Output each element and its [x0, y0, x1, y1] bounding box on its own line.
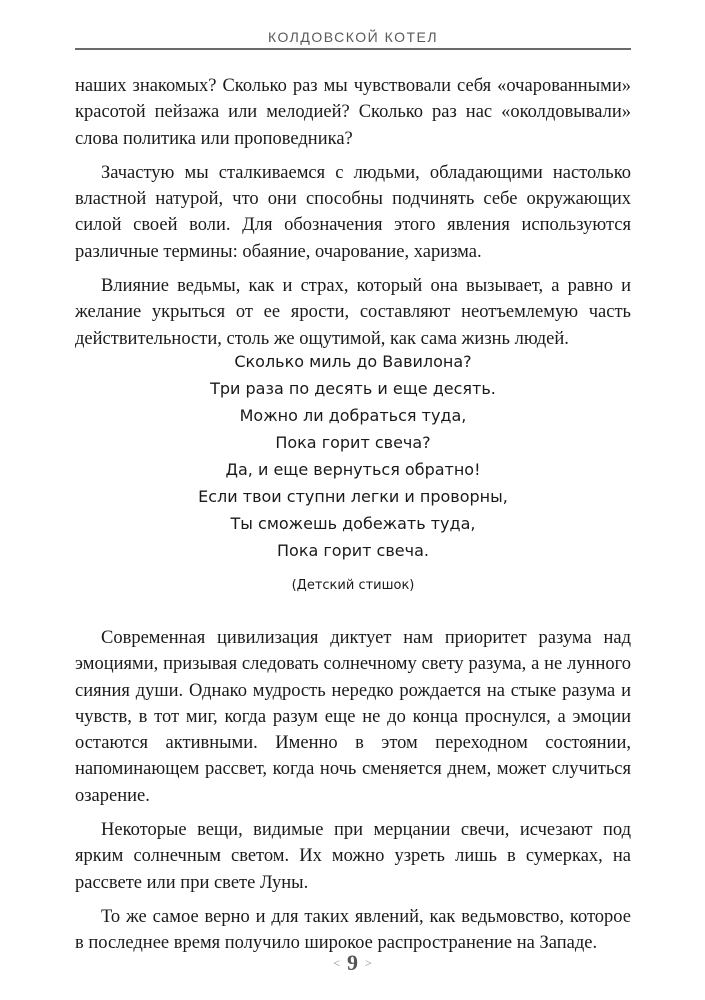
header-rule: [75, 48, 631, 50]
page-header: [75, 24, 631, 54]
poem-line: Да, и еще вернуться обратно!: [225, 460, 481, 479]
poem: [75, 348, 631, 564]
poem-line: Три раза по десять и еще десять.: [210, 379, 496, 398]
page-number: 9: [347, 950, 358, 975]
paragraph: То же самое верно и для таких явлений, как ведьмовство, которое в последнее время получило широкое распространение на Западе.: [75, 906, 631, 954]
body-text-top: [75, 73, 631, 360]
poem-line: Сколько миль до Вавилона?: [234, 352, 472, 371]
poem-line: Пока горит свеча?: [275, 433, 431, 452]
paragraph: Зачастую мы сталкиваемся с людьми, обладающими настолько властной натурой, что они способны подчинять себе окружающих силой своей воли. Для обозначения этого явления используются различные термины: обаяние, очарование, харизма.: [75, 162, 631, 262]
paragraph: Современная цивилизация диктует нам приоритет разума над эмоциями, призывая следовать солнечному свету разума, а не лунного сияния души. Однако мудрость нередко рождается на стыке разума и чувств, в тот миг, когда разум еще не до конца проснулся, а эмоции остаются активными. Именно в этом переходном состоянии, напоминающем рассвет, когда ночь сменяется днем, может случиться озарение.: [75, 628, 631, 806]
paragraph: Влияние ведьмы, как и страх, который она вызывает, а равно и желание укрыться от ее ярости, составляют неотъемлемую часть действительности, столь же ощутимой, как сама жизнь людей.: [75, 276, 631, 349]
poem-line: Ты сможешь добежать туда,: [230, 514, 476, 533]
poem-line: Пока горит свеча.: [277, 541, 429, 560]
right-marker: >: [365, 956, 372, 970]
body-text-bottom: [75, 625, 631, 965]
poem-line: Можно ли добраться туда,: [239, 406, 467, 425]
page-footer: [0, 950, 705, 976]
paragraph: Некоторые вещи, видимые при мерцании свечи, исчезают под ярким солнечным светом. Их можно узреть лишь в сумерках, на рассвете или при свете Луны.: [75, 820, 631, 893]
poem-line: Если твои ступни легки и проворны,: [198, 487, 508, 506]
running-title: КОЛДОВСКОЙ КОТЕЛ: [267, 29, 439, 45]
poem-source: (Детский стишок): [291, 578, 415, 593]
paragraph: наших знакомых? Сколько раз мы чувствовали себя «очарованными» красотой пейзажа или мелодией? Сколько раз нас «околдовывали» слова политика или проповедника?: [75, 76, 631, 149]
left-marker: <: [333, 956, 340, 970]
